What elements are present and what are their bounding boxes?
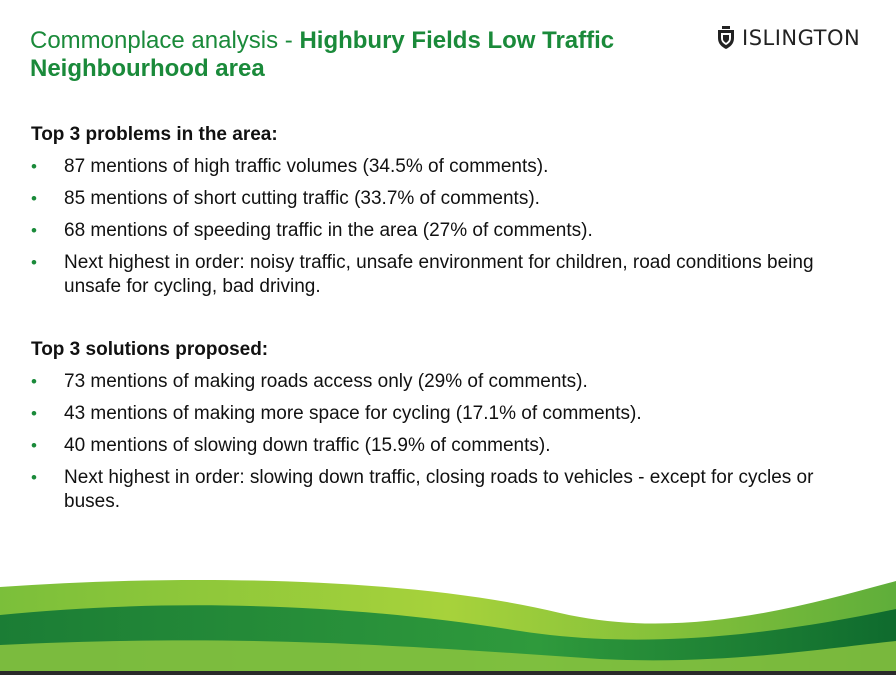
bullet-icon: •	[31, 436, 37, 455]
slide-title	[30, 27, 670, 83]
list-item-text: 43 mentions of making more space for cycling (17.1% of comments).	[64, 403, 642, 424]
list-item	[31, 466, 871, 514]
bullet-icon: •	[31, 189, 37, 208]
list-item-text: Next highest in order: noisy traffic, unsafe environment for children, road conditions being unsafe for cycling, bad driving.	[64, 252, 814, 297]
problems-heading: Top 3 problems in the area:	[31, 124, 278, 145]
list-item	[31, 155, 871, 179]
bullet-icon: •	[31, 253, 37, 272]
bullet-icon: •	[31, 221, 37, 240]
list-item	[31, 187, 871, 211]
list-item	[31, 434, 871, 458]
bullet-icon: •	[31, 404, 37, 423]
islington-logo	[716, 26, 860, 50]
footer-wave-decoration	[0, 575, 896, 675]
list-item-text: 73 mentions of making roads access only (29% of comments).	[64, 371, 588, 392]
list-item-text: Next highest in order: slowing down traffic, closing roads to vehicles - except for cycles or buses.	[64, 467, 814, 512]
crest-icon	[716, 26, 736, 50]
logo-text: ISLINGTON	[742, 26, 861, 50]
bullet-icon: •	[31, 157, 37, 176]
list-item-text: 87 mentions of high traffic volumes (34.5% of comments).	[64, 156, 549, 177]
solutions-heading: Top 3 solutions proposed:	[31, 339, 269, 360]
solutions-list	[31, 370, 871, 522]
list-item-text: 85 mentions of short cutting traffic (33.7% of comments).	[64, 188, 540, 209]
bullet-icon: •	[31, 468, 37, 487]
bullet-icon: •	[31, 372, 37, 391]
title-prefix: Commonplace analysis -	[30, 27, 300, 54]
title-area-name: Highbury Fields Low Traffic Neighbourhood area	[30, 27, 615, 82]
list-item	[31, 219, 871, 243]
list-item	[31, 370, 871, 394]
problems-list	[31, 155, 871, 307]
list-item	[31, 402, 871, 426]
list-item	[31, 251, 871, 299]
list-item-text: 40 mentions of slowing down traffic (15.9% of comments).	[64, 435, 551, 456]
list-item-text: 68 mentions of speeding traffic in the area (27% of comments).	[64, 220, 593, 241]
